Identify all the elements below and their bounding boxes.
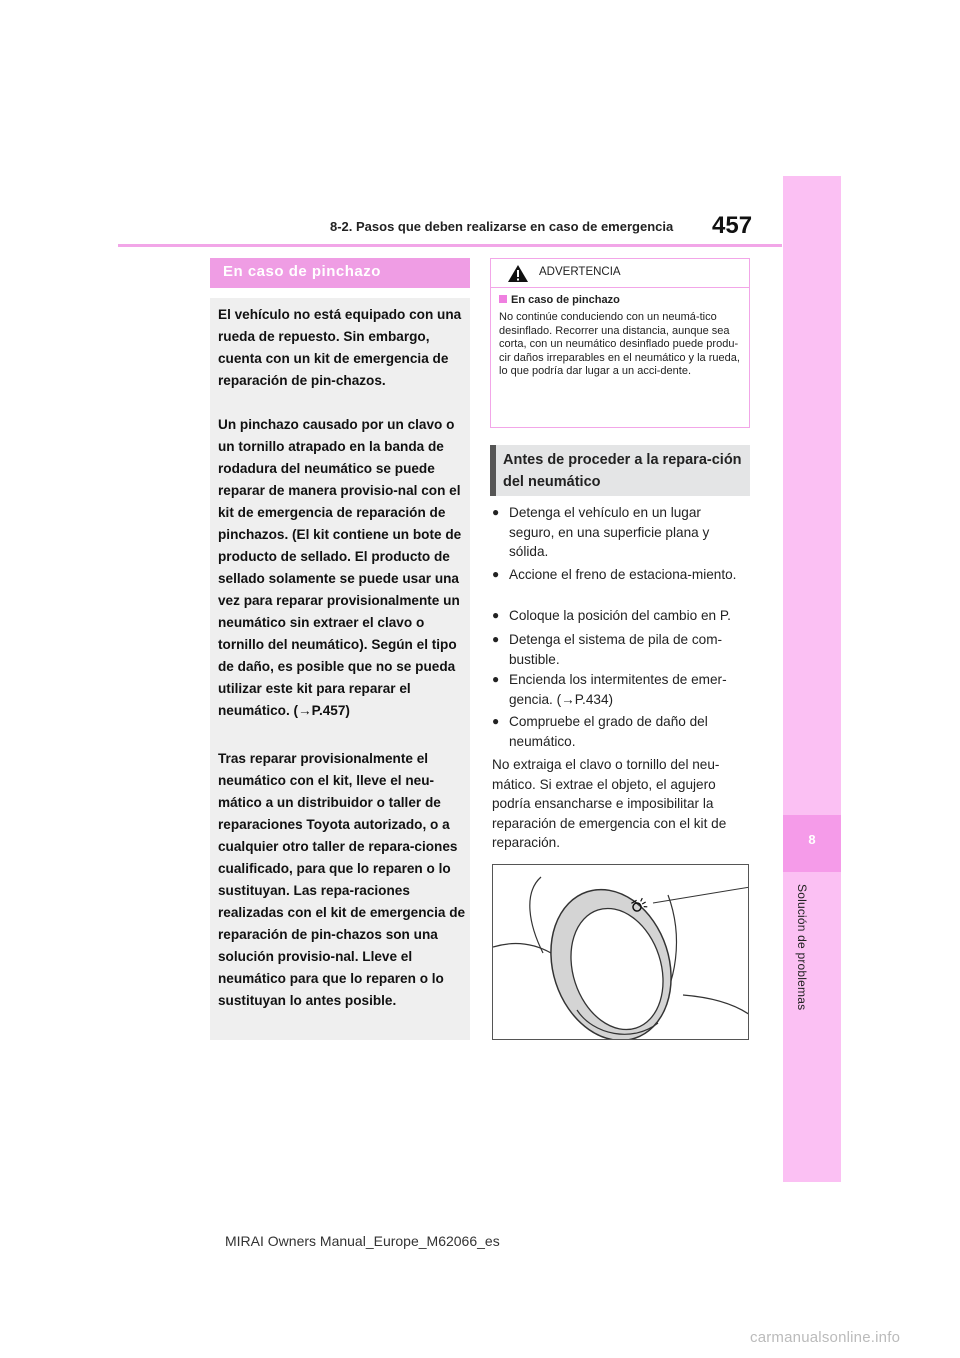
warning-triangle-icon [507, 264, 529, 283]
info-paragraph: Un pinchazo causado por un clavo o un tornillo atrapado en la banda de rodadura del neumático se puede reparar de manera provisio-nal con el kit de emergencia de reparación de pinchazos. (El kit contiene un bote de producto de sellado. El producto de sellado solamente se puede usar una vez para reparar provisionalmente un neumático sin extraer el clavo o tornillo del neumático). Según el tipo de daño, es posible que no se pueda utilizar este kit para reparar el neumático. (→P.457) [218, 417, 462, 718]
hazard-switch-drawing [493, 865, 749, 1040]
list-item [492, 670, 748, 709]
watermark: carmanualsonline.info [750, 1329, 901, 1346]
square-bullet-icon [499, 295, 507, 303]
list-item-text: Coloque la posición del cambio en P. [509, 608, 731, 623]
info-paragraph: El vehículo no está equipado con una rueda de repuesto. Sin embargo, cuenta con un kit de emergencia de reparación de pin-chazos. [218, 307, 462, 388]
list-item-text: Detenga el sistema de pila de com-bustible. [509, 632, 723, 667]
list-item [492, 712, 748, 751]
list-item-text: Compruebe el grado de daño del neumático. [509, 714, 708, 749]
info-paragraph: Tras reparar provisionalmente el neumático con el kit, lleve el neu-mático a un distribuidor o taller de reparaciones Toyota autorizado, o a cualquier otro taller de repara-ciones cualificado, para que lo reparen o lo sustituyan. Las repa-raciones realizadas con el kit de emergencia de reparación de pin-chazos son una solución provisio-nal. Lleve el neumático para que lo reparen o lo sustituyan lo antes posible. [218, 751, 466, 1008]
header-section-title: 8-2. Pasos que deben realizarse en caso de emergencia [330, 219, 674, 234]
list-item [492, 630, 748, 669]
list-item [492, 503, 748, 562]
warning-subheading [499, 294, 620, 306]
page-number: 457 [712, 212, 753, 239]
left-section-heading [210, 258, 470, 288]
warning-text: No continúe conduciendo con un neumá-tico desinflado. Recorrer una distancia, aunque sea corta, con un neumático desinflado puede produ-cir daños irreparables en el neumático y la rueda, lo que podría dar lugar a un acci-dente. [499, 311, 740, 377]
footer-manual-id: MIRAI Owners Manual_Europe_M62066_es [225, 1233, 500, 1249]
chapter-label: Solución de problemas [795, 884, 809, 1011]
chapter-side-tab [783, 176, 841, 1182]
list-item-text: Encienda los intermitentes de emer-gencia. (→P.434) [509, 672, 727, 707]
bullet-icon: ● [492, 714, 500, 728]
warning-subheading-text: En caso de pinchazo [511, 294, 620, 306]
bullet-icon: ● [492, 632, 500, 646]
closing-paragraph: No extraiga el clavo o tornillo del neu-mático. Si extrae el objeto, el agujero podría ensancharse e imposibilitar la reparación de emergencia con el kit de reparación. [492, 757, 727, 850]
section-heading-bar [490, 445, 496, 496]
bullet-icon: ● [492, 672, 500, 686]
section-heading [490, 445, 750, 496]
section-heading-text: Antes de proceder a la repara-ción del neumático [503, 452, 742, 490]
chapter-number: 8 [808, 832, 816, 847]
list-item [492, 565, 748, 585]
list-item [492, 606, 748, 626]
bullet-icon: ● [492, 505, 500, 519]
list-item-text: Accione el freno de estaciona-miento. [509, 567, 737, 582]
bullet-icon: ● [492, 567, 500, 581]
left-section-heading-text: En caso de pinchazo [223, 263, 381, 280]
list-item-text: Detenga el vehículo en un lugar seguro, en una superficie plana y sólida. [509, 505, 710, 559]
bullet-icon: ● [492, 608, 500, 622]
warning-title-bar [491, 259, 749, 288]
header-divider [118, 244, 782, 247]
warning-box [490, 258, 750, 428]
warning-title: ADVERTENCIA [539, 266, 621, 278]
hazard-switch-illustration [492, 864, 749, 1040]
left-info-box [210, 298, 470, 1040]
